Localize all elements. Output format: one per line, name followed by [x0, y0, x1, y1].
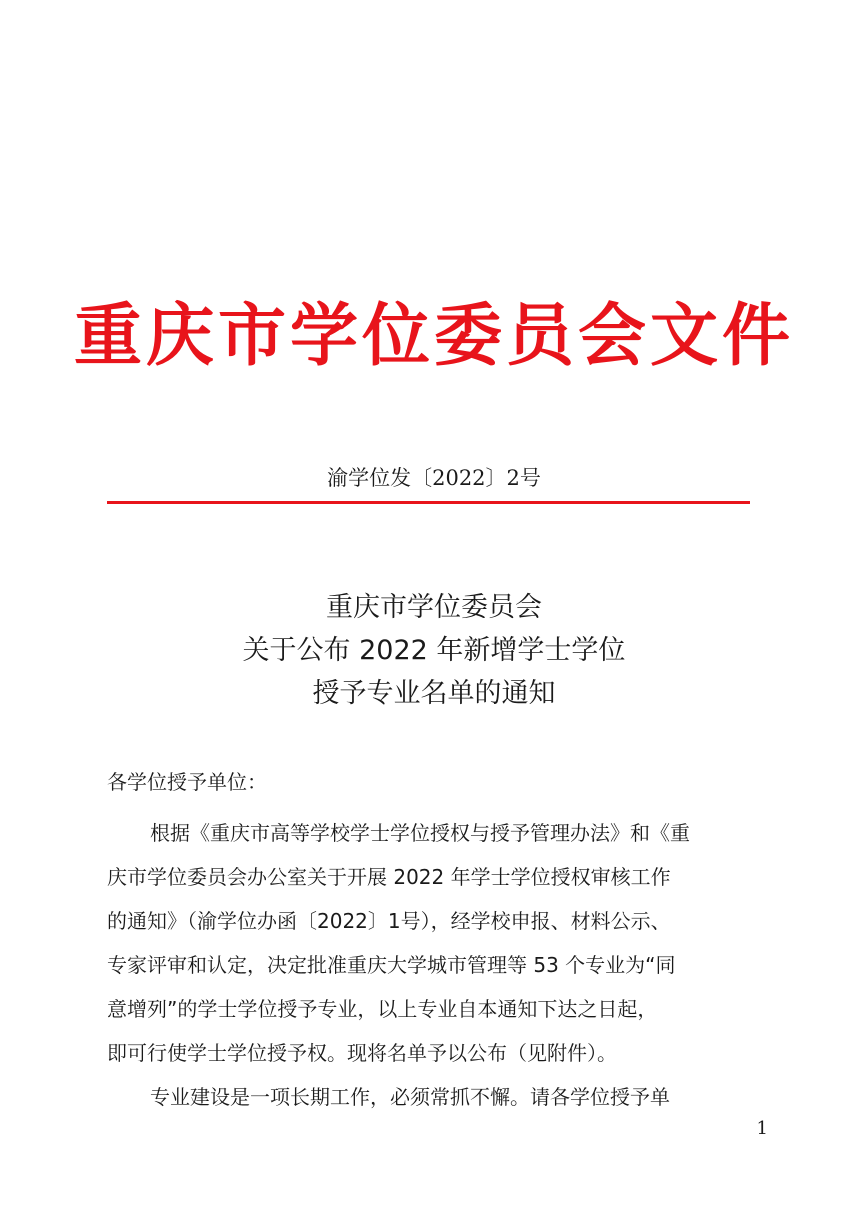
red-divider-rule — [107, 501, 750, 504]
paragraph-line: 的通知》（渝学位办函〔2022〕1号），经学校申报、材料公示、 — [107, 909, 671, 933]
paragraph-line: 即可行使学士学位授予权。现将名单予以公布（见附件）。 — [107, 1041, 617, 1065]
paragraph-line: 意增列”的学士学位授予专业，以上专业自本通知下达之日起， — [107, 997, 658, 1021]
salutation: 各学位授予单位： — [107, 770, 267, 794]
document-number: 渝学位发〔2022〕2号 — [327, 466, 541, 490]
paragraph-line: 庆市学位委员会办公室关于开展 2022 年学士学位授权审核工作 — [107, 865, 671, 889]
paragraph-line: 根据《重庆市高等学校学士学位授权与授予管理办法》和《重 — [150, 821, 690, 845]
notice-title — [0, 586, 868, 715]
title-line: 关于公布 2022 年新增学士学位 — [242, 635, 626, 666]
title-line: 授予专业名单的通知 — [312, 678, 556, 709]
paragraph-line: 专业建设是一项长期工作，必须常抓不懈。请各学位授予单 — [150, 1085, 670, 1109]
issuer-masthead: 重庆市学位委员会文件 — [73, 297, 794, 376]
title-line: 重庆市学位委员会 — [326, 592, 542, 623]
body-text — [107, 811, 767, 1119]
page-number: 1 — [756, 1118, 768, 1139]
paragraph-line: 专家评审和认定，决定批准重庆大学城市管理等 53 个专业为“同 — [107, 953, 676, 977]
